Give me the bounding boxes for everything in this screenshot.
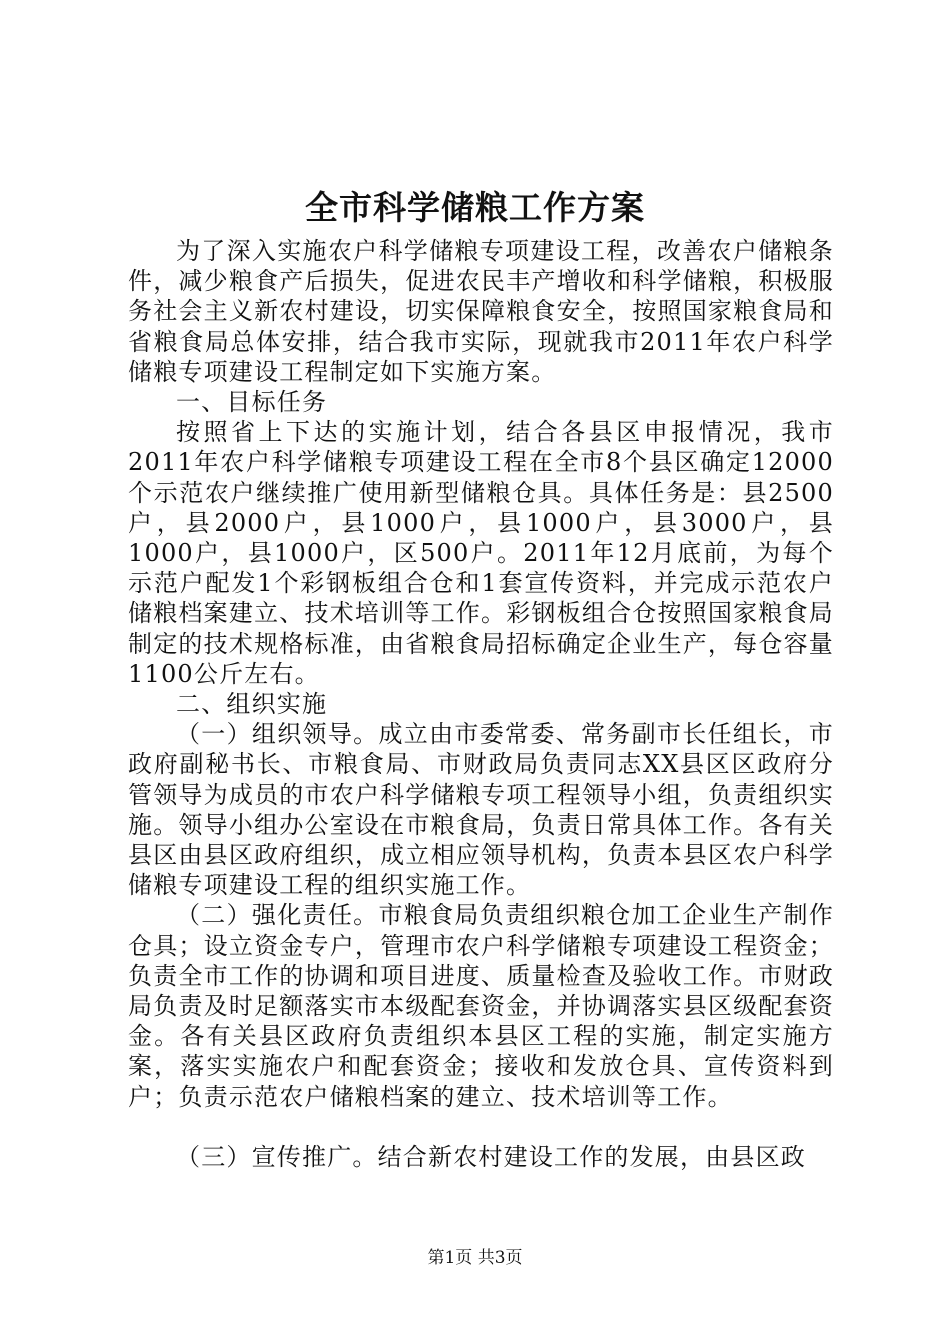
paragraph-leadership: （一）组织领导。成立由市委常委、常务副市长任组长，市政府副秘书长、市粮食局、市财政局负责同志XX县区区政府分管领导为成员的市农户科学储粮专项工程领导小组，负责组织实施。领导小组办公室设在市粮食局，负责日常具体工作。各有关县区由县区政府组织，成立相应领导机构，负责本县区农户科学储粮专项建设工程的组织实施工作。 <box>128 720 834 900</box>
paragraph-goals: 按照省上下达的实施计划，结合各县区申报情况，我市2011年农户科学储粮专项建设工程在全市8个县区确定12000个示范农户继续推广使用新型储粮仓具。具体任务是：县2500户，县2000户，县1000户，县1000户，县3000户，县1000户，县1000户，区500户。2011年12月底前，为每个示范户配发1个彩钢板组合仓和1套宣传资料，并完成示范农户储粮档案建立、技术培训等工作。彩钢板组合仓按照国家粮食局制定的技术规格标准，由省粮食局招标确定企业生产，每仓容量1100公斤左右。 <box>128 418 834 688</box>
document-body <box>128 236 834 1172</box>
paragraph-intro: 为了深入实施农户科学储粮专项建设工程，改善农户储粮条件，减少粮食产后损失，促进农民丰产增收和科学储粮，积极服务社会主义新农村建设，切实保障粮食安全，按照国家粮食局和省粮食局总体安排，结合我市实际，现就我市2011年农户科学储粮专项建设工程制定如下实施方案。 <box>128 237 834 386</box>
section-heading-goals: 一、目标任务 <box>176 388 328 417</box>
section-heading-implementation: 二、组织实施 <box>176 690 328 719</box>
document-title: 全市科学储粮工作方案 <box>305 188 645 227</box>
page-number-footer: 第1页 共3页 <box>427 1248 523 1268</box>
paragraph-responsibility: （二）强化责任。市粮食局负责组织粮仓加工企业生产制作仓具；设立资金专户，管理市农户科学储粮专项建设工程资金；负责全市工作的协调和项目进度、质量检查及验收工作。市财政局负责及时足额落实市本级配套资金，并协调落实县区级配套资金。各有关县区政府负责组织本县区工程的实施，制定实施方案，落实实施农户和配套资金；接收和发放仓具、宣传资料到户；负责示范农户储粮档案的建立、技术培训等工作。 <box>128 901 834 1111</box>
paragraph-promotion: （三）宣传推广。结合新农村建设工作的发展，由县区政 <box>176 1142 806 1171</box>
